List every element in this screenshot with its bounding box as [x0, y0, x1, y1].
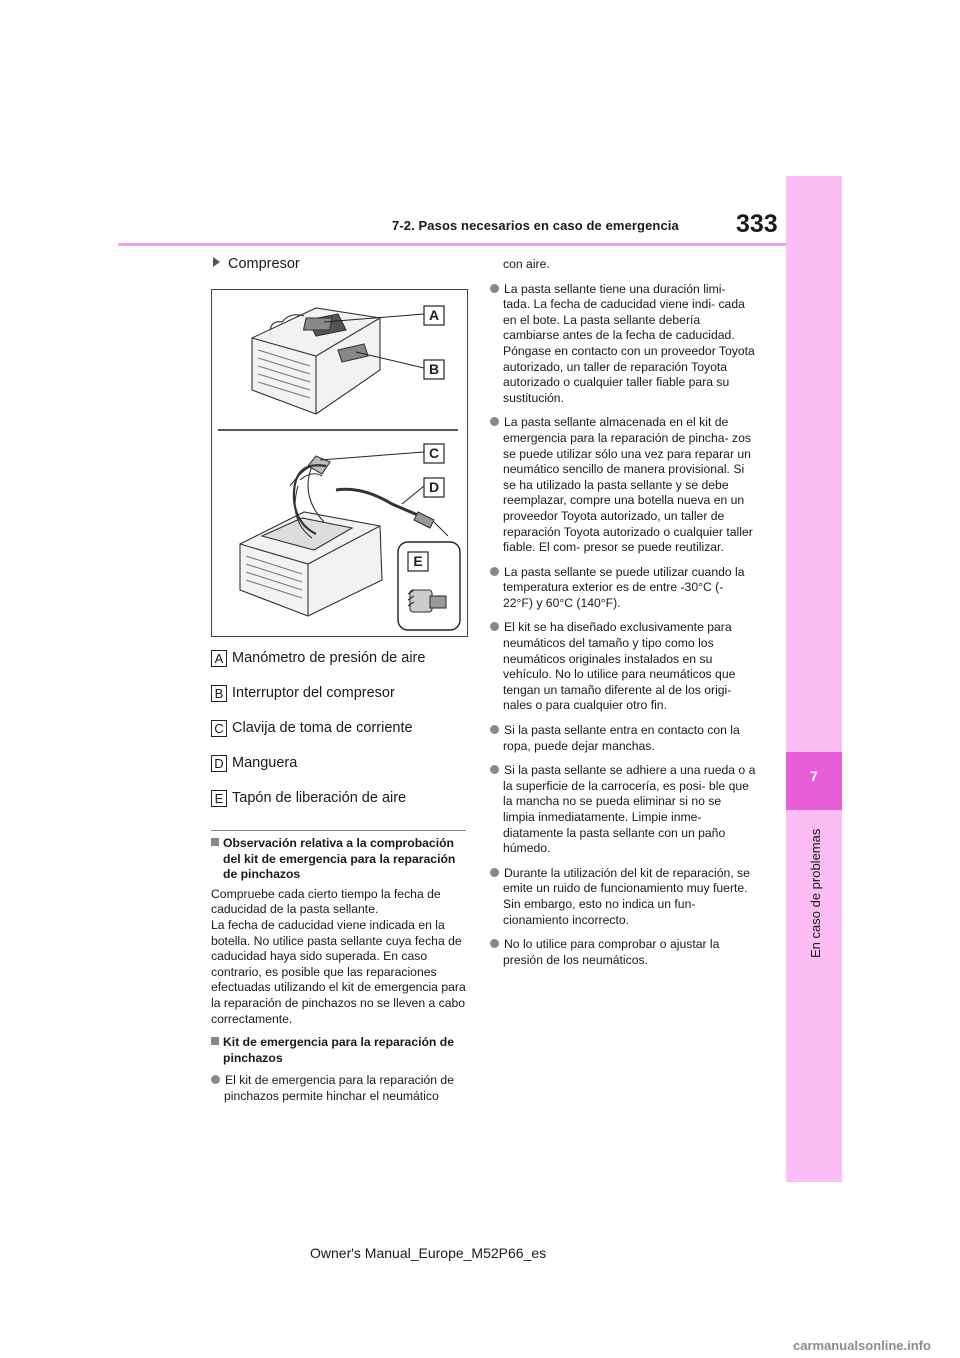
circle-bullet-icon [211, 1075, 220, 1084]
circle-bullet-icon [490, 622, 499, 631]
square-bullet-icon [211, 838, 219, 846]
callout-c: C [428, 445, 440, 461]
circle-bullet-icon [490, 567, 499, 576]
circle-bullet-icon [490, 284, 499, 293]
bullet-item: El kit se ha diseñado exclusivamente para neumáticos del tamaño y tipo como los neumáticos originales instalados en su vehículo. No lo utilice para neumáticos que tengan un tamaño diferente al de los origi- nales o para cualquier otro fin. [490, 620, 756, 714]
note-heading: Observación relativa a la comprobación del kit de emergencia para la reparación de pinchazos [211, 836, 468, 883]
legend-letter: B [211, 685, 227, 702]
chapter-label-text: En caso de problemas [808, 828, 823, 958]
legend-letter: E [211, 790, 227, 807]
compressor-illustration [211, 289, 468, 637]
legend-item-d [211, 755, 297, 772]
square-bullet-icon [211, 1037, 219, 1045]
callout-e: E [413, 553, 423, 569]
bullet-item: La pasta sellante tiene una duración limi- tada. La fecha de caducidad viene indi- cada en el bote. La pasta sellante debería cambiarse antes de la fecha de caducidad. Póngase en contacto con un proveedor Toyota autorizado, un taller de reparación Toyota autorizado o cualquier taller fiable para su sustitución. [490, 282, 756, 407]
callout-a: A [428, 307, 440, 323]
footer-text: Owner's Manual_Europe_M52P66_es [310, 1245, 547, 1261]
continuation-text: con aire. [503, 257, 550, 271]
legend-item-e [211, 790, 406, 807]
bullet-item: Si la pasta sellante entra en contacto con la ropa, puede dejar manchas. [490, 723, 756, 754]
bullet-item: La pasta sellante almacenada en el kit de emergencia para la reparación de pincha- zos se puede utilizar sólo una vez para reparar un neumático sencillo de manera provisional. Si se ha utilizado la pasta sellante y se debe reemplazar, compre una botella nueva en un proveedor Toyota autorizado, un taller de reparación Toyota autorizado o cualquier taller fiable. El com- presor se puede reutilizar. [490, 415, 756, 555]
legend-text: Manguera [232, 755, 298, 771]
circle-bullet-icon [490, 765, 499, 774]
legend-item-a [211, 650, 425, 667]
legend-text: Manómetro de presión de aire [232, 650, 426, 666]
circle-bullet-icon [490, 939, 499, 948]
legend-text: Tapón de liberación de aire [232, 790, 407, 806]
legend-text: Clavija de toma de corriente [232, 720, 413, 736]
compressor-drawing [212, 290, 467, 636]
header-rule [118, 243, 786, 246]
callout-d: D [428, 479, 440, 495]
left-notes [211, 836, 468, 1105]
chapter-number: 7 [810, 768, 818, 784]
legend-item-c [211, 720, 413, 737]
note-heading: Kit de emergencia para la reparación de pinchazos [211, 1035, 468, 1066]
bullet-item: Si la pasta sellante se adhiere a una rueda o a la superficie de la carrocería, es posi- ble que la mancha no se pueda eliminar si no se limpia inmediatamente. Limpie inme- diatamente la pasta sellante con un paño húmedo. [490, 763, 756, 857]
circle-bullet-icon [490, 417, 499, 426]
watermark: carmanualsonline.info [793, 1338, 931, 1353]
chapter-label [786, 818, 842, 958]
section-divider [211, 830, 466, 831]
note-paragraph: Compruebe cada cierto tiempo la fecha de caducidad de la pasta sellante. [211, 886, 441, 917]
chapter-tab [786, 176, 842, 1182]
note-paragraph: La fecha de caducidad viene indicada en la botella. No utilice pasta sellante cuya fecha de caducidad haya sido superada. En caso contrario, es posible que las reparaciones efectuadas utilizando el kit de emergencia para la reparación de pinchazos no se lleven a cabo correctamente. [211, 917, 466, 1026]
bullet-item: No lo utilice para comprobar o ajustar la presión de los neumáticos. [490, 937, 756, 968]
circle-bullet-icon [490, 725, 499, 734]
triangle-bullet-icon [213, 257, 220, 267]
legend-letter: D [211, 755, 227, 772]
page-number: 333 [736, 210, 778, 238]
bullet-item: El kit de emergencia para la reparación de pinchazos permite hinchar el neumático [211, 1073, 468, 1104]
callout-b: B [428, 361, 440, 377]
figure-title [213, 256, 300, 272]
legend-letter: A [211, 650, 227, 667]
section-title: 7-2. Pasos necesarios en caso de emergencia [392, 218, 679, 233]
figure-title-text: Compresor [228, 256, 300, 272]
legend-item-b [211, 685, 395, 702]
bullet-item: La pasta sellante se puede utilizar cuando la temperatura exterior es de entre -30°C (- 22°F) y 60°C (140°F). [490, 565, 756, 612]
legend-text: Interruptor del compresor [232, 685, 395, 701]
bullet-item: Durante la utilización del kit de reparación, se emite un ruido de funcionamiento muy fuerte. Sin embargo, esto no indica un fun- cionamiento incorrecto. [490, 866, 756, 928]
right-notes [490, 257, 756, 968]
circle-bullet-icon [490, 868, 499, 877]
legend-letter: C [211, 720, 227, 737]
